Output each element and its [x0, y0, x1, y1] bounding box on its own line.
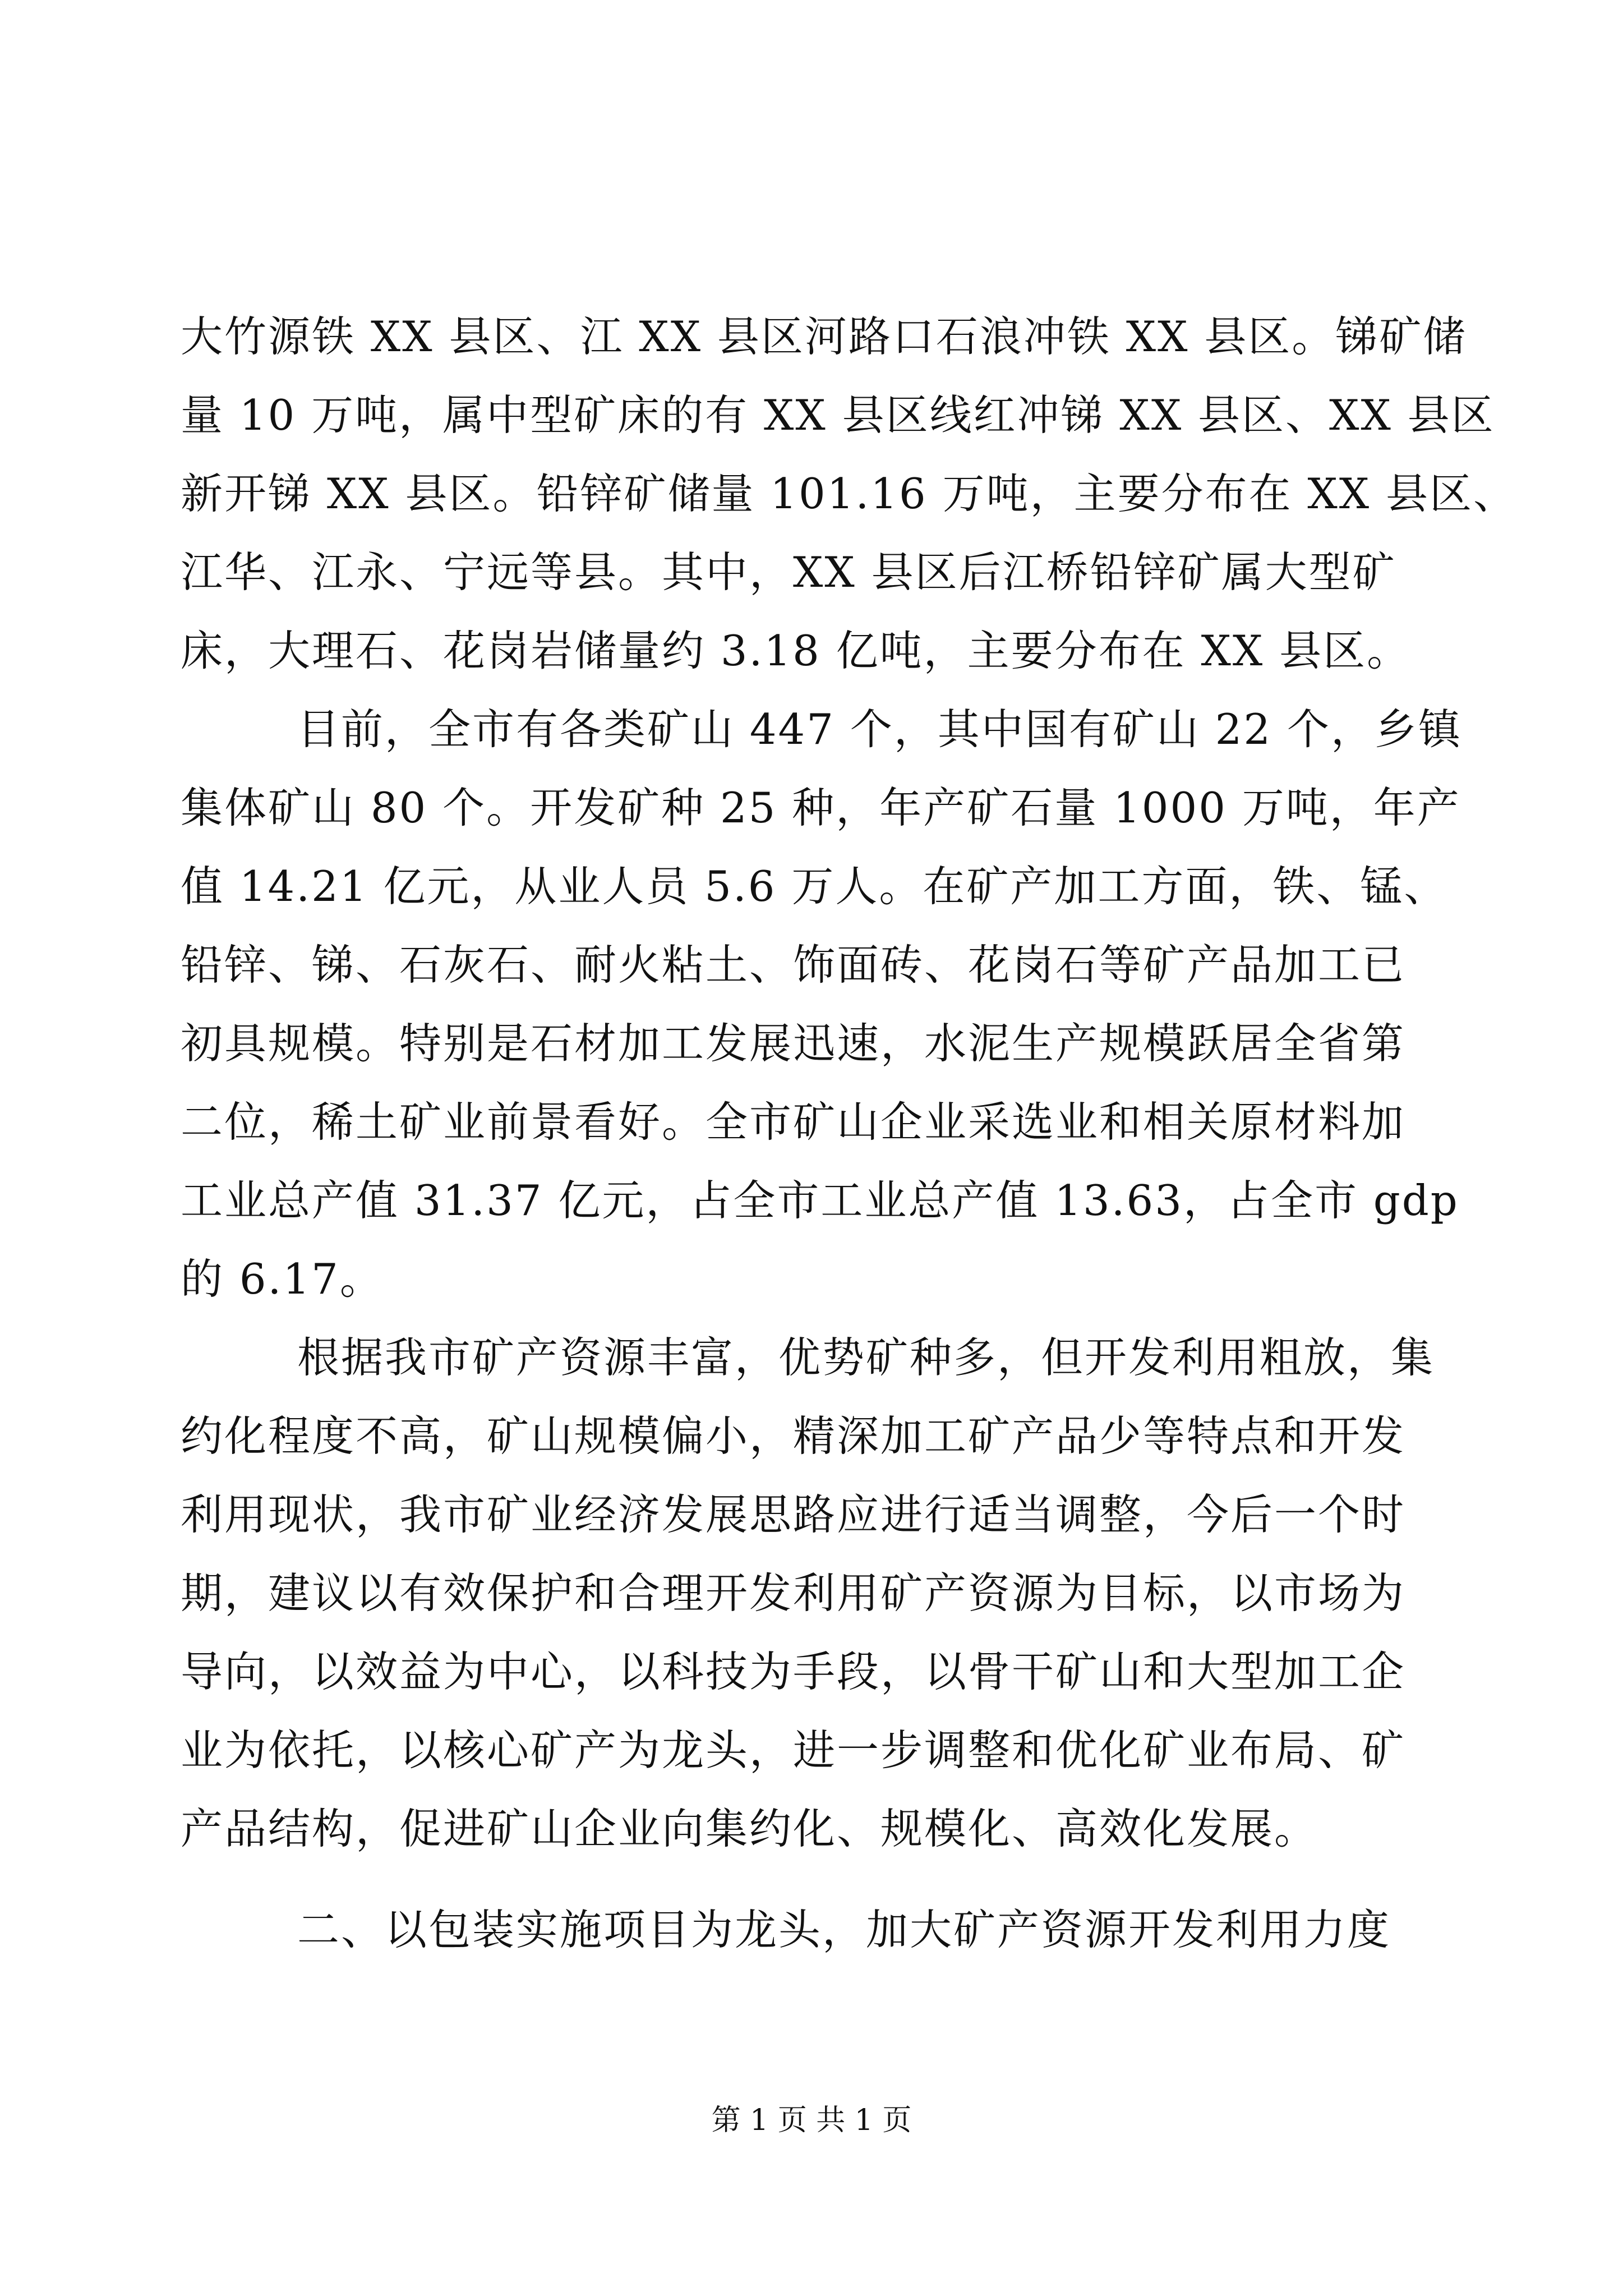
text-line: 集体矿山 80 个。开发矿种 25 种，年产矿石量 1000 万吨，年产: [181, 783, 1461, 832]
text-line: 值 14.21 亿元，从业人员 5.6 万人。在矿产加工方面，铁、锰、: [181, 862, 1448, 911]
text-line: 江华、江永、宁远等县。其中，XX 县区后江桥铅锌矿属大型矿: [181, 547, 1396, 597]
text-line: 利用现状，我市矿业经济发展思路应进行适当调整，今后一个时: [181, 1490, 1406, 1539]
page-number-footer: 第 1 页 共 1 页: [711, 2104, 912, 2137]
paragraph-start-line: 根据我市矿产资源丰富，优势矿种多，但开发利用粗放，集: [297, 1333, 1435, 1382]
text-line: 的 6.17。: [181, 1254, 384, 1304]
text-line: 二位，稀土矿业前景看好。全市矿山企业采选业和相关原材料加: [181, 1097, 1406, 1147]
text-line: 初具规模。特别是石材加工发展迅速，水泥生产规模跃居全省第: [181, 1019, 1406, 1068]
text-line: 量 10 万吨，属中型矿床的有 XX 县区线红冲锑 XX 县区、XX 县区: [181, 390, 1495, 440]
text-line: 产品结构，促进矿山企业向集约化、规模化、高效化发展。: [181, 1804, 1318, 1853]
text-line: 工业总产值 31.37 亿元，占全市工业总产值 13.63，占全市 gdp: [181, 1176, 1459, 1225]
text-line: 大竹源铁 XX 县区、江 XX 县区河路口石浪冲铁 XX 县区。锑矿储: [181, 312, 1467, 361]
text-line: 床，大理石、花岗岩储量约 3.18 亿吨，主要分布在 XX 县区。: [181, 626, 1411, 675]
paragraph-start-line: 目前，全市有各类矿山 447 个，其中国有矿山 22 个，乡镇: [297, 705, 1462, 754]
text-line: 期，建议以有效保护和合理开发利用矿产资源为目标，以市场为: [181, 1568, 1406, 1618]
text-line: 导向，以效益为中心，以科技为手段，以骨干矿山和大型加工企: [181, 1647, 1406, 1696]
text-line: 约化程度不高，矿山规模偏小，精深加工矿产品少等特点和开发: [181, 1411, 1406, 1461]
text-line: 业为依托，以核心矿产为龙头，进一步调整和优化矿业布局、矿: [181, 1726, 1406, 1775]
text-line: 铅锌、锑、石灰石、耐火粘土、饰面砖、花岗石等矿产品加工已: [181, 940, 1406, 990]
section-heading: 二、以包装实施项目为龙头，加大矿产资源开发利用力度: [297, 1905, 1391, 1954]
text-line: 新开锑 XX 县区。铅锌矿储量 101.16 万吨，主要分布在 XX 县区、: [181, 469, 1518, 518]
